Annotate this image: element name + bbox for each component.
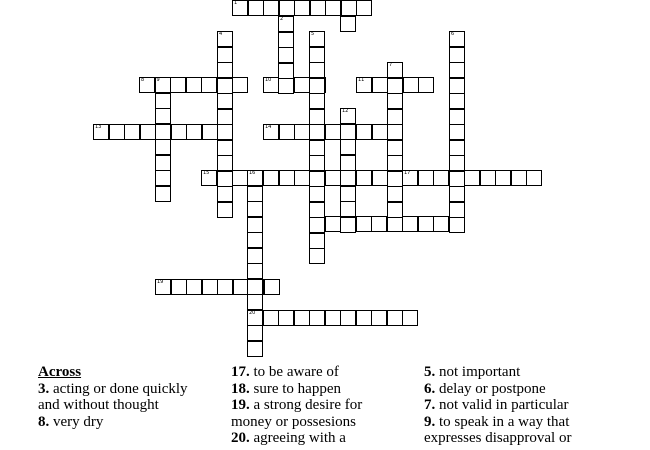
grid-cell-numbered[interactable] [93, 124, 109, 140]
grid-number: 14 [265, 124, 272, 130]
clue-item[interactable] [231, 397, 399, 430]
grid-cell[interactable] [109, 124, 125, 140]
grid-cell[interactable] [449, 47, 465, 63]
grid-cell[interactable] [294, 0, 310, 16]
grid-cell[interactable] [294, 170, 310, 186]
grid-cell[interactable] [387, 216, 403, 232]
grid-cell[interactable] [340, 16, 356, 32]
grid-cell-numbered[interactable] [449, 31, 465, 47]
grid-cell[interactable] [232, 170, 248, 186]
grid-number: 5 [311, 31, 315, 37]
clue-item[interactable] [424, 364, 624, 381]
grid-cell[interactable] [309, 171, 325, 187]
clue-number: 6. [424, 380, 436, 397]
grid-cell[interactable] [495, 170, 511, 186]
grid-cell[interactable] [371, 310, 387, 326]
grid-cell-numbered[interactable] [263, 124, 279, 140]
grid-cell[interactable] [325, 0, 341, 16]
grid-cell-numbered[interactable] [309, 31, 325, 47]
grid-cell[interactable] [155, 170, 171, 186]
grid-cell[interactable] [309, 217, 325, 233]
grid-cell[interactable] [309, 140, 325, 156]
grid-cell[interactable] [387, 93, 403, 109]
grid-number: 16 [249, 170, 256, 176]
grid-cell[interactable] [155, 108, 171, 124]
grid-cell[interactable] [387, 310, 403, 326]
grid-cell-numbered[interactable] [402, 170, 418, 186]
grid-cell[interactable] [217, 47, 233, 63]
grid-cell[interactable] [294, 124, 310, 140]
grid-cell[interactable] [449, 140, 465, 156]
grid-cell-numbered[interactable] [263, 77, 279, 93]
grid-cell[interactable] [309, 78, 325, 94]
grid-cell[interactable] [387, 155, 403, 171]
clue-column-2 [231, 364, 399, 447]
grid-cell[interactable] [449, 93, 465, 109]
clue-text: a strong desire for money or possesions [231, 397, 363, 430]
grid-cell[interactable] [340, 217, 356, 233]
grid-cell[interactable] [247, 217, 263, 233]
clue-text: to be aware of [253, 364, 339, 380]
grid-cell[interactable] [248, 0, 264, 16]
grid-number: 6 [451, 31, 455, 37]
grid-cell[interactable] [340, 139, 356, 155]
grid-number: 11 [358, 77, 365, 83]
grid-cell[interactable] [449, 202, 465, 218]
grid-cell[interactable] [418, 170, 434, 186]
clue-number: 7. [424, 397, 436, 413]
grid-cell[interactable] [309, 310, 325, 326]
grid-cell[interactable] [247, 263, 263, 279]
grid-cell[interactable] [202, 279, 218, 295]
grid-cell[interactable] [264, 279, 280, 295]
clue-item[interactable] [231, 364, 399, 381]
grid-cell[interactable] [217, 62, 233, 78]
grid-cell[interactable] [309, 248, 325, 264]
grid-cell[interactable] [217, 140, 233, 156]
grid-cell[interactable] [294, 77, 310, 93]
grid-cell[interactable] [340, 310, 356, 326]
grid-cell[interactable] [387, 78, 403, 94]
grid-number: 1 [234, 0, 238, 6]
grid-cell[interactable] [356, 310, 372, 326]
grid-cell-numbered[interactable] [340, 108, 356, 124]
grid-number: 9 [156, 77, 160, 83]
grid-cell-numbered[interactable] [217, 31, 233, 47]
grid-cell[interactable] [325, 216, 341, 232]
grid-cell[interactable] [387, 171, 403, 187]
grid-cell[interactable] [356, 170, 372, 186]
grid-number: 19 [157, 279, 164, 285]
clue-item[interactable] [38, 381, 188, 414]
grid-cell-numbered[interactable] [232, 0, 248, 16]
grid-cell[interactable] [309, 93, 325, 109]
grid-cell[interactable] [372, 77, 388, 93]
grid-cell[interactable] [155, 124, 171, 140]
grid-cell-numbered[interactable] [155, 279, 171, 295]
grid-cell[interactable] [418, 77, 434, 93]
grid-cell-numbered[interactable] [356, 77, 372, 93]
clue-text: very dry [53, 413, 104, 430]
grid-cell[interactable] [217, 202, 233, 218]
grid-cell[interactable] [387, 202, 403, 218]
grid-cell[interactable] [155, 93, 171, 109]
grid-cell[interactable] [403, 77, 419, 93]
grid-cell[interactable] [202, 124, 218, 140]
grid-cell[interactable] [140, 124, 156, 140]
grid-cell[interactable] [217, 279, 233, 295]
grid-cell[interactable] [170, 77, 186, 93]
grid-cell[interactable] [217, 186, 233, 202]
grid-cell[interactable] [309, 155, 325, 171]
clue-text: sure to happen [253, 380, 341, 397]
grid-cell[interactable] [171, 124, 187, 140]
grid-cell[interactable] [340, 186, 356, 202]
grid-cell[interactable] [278, 310, 294, 326]
grid-cell[interactable] [217, 124, 233, 140]
grid-cell[interactable] [247, 201, 263, 217]
clue-number: 17. [231, 364, 250, 380]
clue-number: 5. [424, 364, 436, 380]
grid-cell[interactable] [449, 171, 465, 187]
grid-number: 2 [280, 16, 284, 22]
grid-cell[interactable] [217, 109, 233, 125]
grid-cell[interactable] [387, 124, 403, 140]
clue-column-1 [38, 364, 188, 430]
grid-number: 13 [95, 124, 102, 130]
clue-item[interactable] [38, 414, 188, 431]
clue-text: not valid in particular [439, 397, 569, 413]
clue-item[interactable] [424, 414, 624, 447]
grid-cell[interactable] [278, 78, 294, 94]
grid-number: 17 [404, 170, 411, 176]
grid-cell[interactable] [340, 170, 356, 186]
grid-cell[interactable] [511, 170, 527, 186]
grid-cell[interactable] [449, 62, 465, 78]
grid-number: 20 [249, 310, 256, 316]
grid-cell[interactable] [309, 62, 325, 78]
grid-cell[interactable] [387, 140, 403, 156]
grid-cell[interactable] [309, 186, 325, 202]
grid-cell-numbered[interactable] [247, 170, 263, 186]
grid-cell[interactable] [325, 124, 341, 140]
grid-number: 8 [141, 77, 145, 83]
grid-cell[interactable] [278, 32, 294, 48]
across-heading: Across [38, 364, 82, 380]
grid-cell[interactable] [278, 63, 294, 79]
clue-text: not important [439, 364, 521, 380]
grid-cell[interactable] [309, 109, 325, 125]
grid-cell-numbered[interactable] [201, 170, 217, 186]
grid-cell[interactable] [279, 124, 295, 140]
clue-number: 20. [231, 430, 250, 446]
grid-cell[interactable] [325, 310, 341, 326]
grid-cell[interactable] [155, 155, 171, 171]
grid-number: 15 [203, 170, 210, 176]
grid-cell[interactable] [247, 294, 263, 310]
grid-cell-numbered[interactable] [155, 77, 171, 93]
clue-item[interactable] [424, 397, 624, 414]
grid-cell[interactable] [402, 216, 418, 232]
grid-cell[interactable] [449, 186, 465, 202]
grid-cell[interactable] [356, 0, 372, 16]
grid-cell[interactable] [247, 232, 263, 248]
clue-number: 18. [231, 380, 250, 397]
grid-cell[interactable] [247, 341, 263, 357]
grid-cell[interactable] [278, 47, 294, 63]
grid-cell-numbered[interactable] [278, 16, 294, 32]
grid-cell[interactable] [279, 170, 295, 186]
grid-cell[interactable] [171, 279, 187, 295]
grid-cell[interactable] [279, 0, 295, 16]
grid-number: 12 [342, 108, 349, 114]
grid-cell[interactable] [124, 124, 140, 140]
grid-cell[interactable] [402, 310, 418, 326]
grid-cell[interactable] [247, 248, 263, 264]
grid-number: 10 [265, 77, 272, 83]
grid-cell[interactable] [217, 93, 233, 109]
grid-cell[interactable] [433, 216, 449, 232]
clue-number: 3. [38, 380, 50, 397]
grid-cell[interactable] [309, 233, 325, 249]
clue-text: delay or postpone [439, 380, 546, 397]
grid-cell[interactable] [247, 325, 263, 341]
grid-cell[interactable] [186, 77, 202, 93]
grid-cell[interactable] [232, 77, 248, 93]
grid-cell[interactable] [309, 202, 325, 218]
grid-cell[interactable] [340, 155, 356, 171]
grid-cell[interactable] [449, 78, 465, 94]
grid-cell[interactable] [387, 109, 403, 125]
clue-number: 9. [424, 413, 436, 430]
grid-cell[interactable] [217, 155, 233, 171]
grid-cell[interactable] [449, 155, 465, 171]
grid-cell[interactable] [247, 279, 263, 295]
grid-cell[interactable] [309, 47, 325, 63]
grid-cell[interactable] [325, 170, 341, 186]
grid-cell[interactable] [371, 216, 387, 232]
grid-cell[interactable] [418, 216, 434, 232]
grid-cell[interactable] [341, 0, 357, 16]
grid-cell[interactable] [310, 0, 326, 16]
clue-item[interactable] [231, 381, 399, 398]
grid-cell[interactable] [155, 186, 171, 202]
clue-text: acting or done quickly and without thought [38, 380, 188, 413]
grid-cell[interactable] [155, 139, 171, 155]
grid-number: 7 [389, 62, 393, 68]
grid-number: 4 [219, 31, 223, 37]
grid-cell-numbered[interactable] [387, 62, 403, 78]
grid-cell[interactable] [372, 170, 388, 186]
grid-cell[interactable] [433, 170, 449, 186]
clue-text: agreeing with a [253, 430, 346, 446]
grid-cell[interactable] [294, 310, 310, 326]
grid-cell[interactable] [387, 186, 403, 202]
clue-item[interactable] [424, 381, 624, 398]
grid-cell[interactable] [449, 124, 465, 140]
grid-cell[interactable] [526, 170, 542, 186]
grid-cell-numbered[interactable] [247, 310, 263, 326]
grid-cell[interactable] [186, 124, 202, 140]
grid-cell[interactable] [217, 78, 233, 94]
grid-cell[interactable] [263, 0, 279, 16]
grid-cell[interactable] [356, 124, 372, 140]
grid-cell[interactable] [449, 217, 465, 233]
clue-column-3 [424, 364, 624, 447]
grid-cell[interactable] [201, 77, 217, 93]
clue-text: to speak in a way that expresses disapproval or [424, 413, 572, 446]
grid-cell[interactable] [309, 124, 325, 140]
grid-cell[interactable] [340, 201, 356, 217]
clue-number: 8. [38, 413, 50, 430]
grid-cell[interactable] [340, 124, 356, 140]
grid-cell[interactable] [449, 109, 465, 125]
grid-cell[interactable] [263, 310, 279, 326]
clue-item[interactable] [231, 430, 399, 447]
grid-cell[interactable] [480, 170, 496, 186]
grid-cell[interactable] [186, 279, 202, 295]
grid-cell[interactable] [217, 171, 233, 187]
grid-cell[interactable] [263, 170, 279, 186]
grid-cell-numbered[interactable] [139, 77, 155, 93]
grid-cell[interactable] [247, 186, 263, 202]
clue-number: 19. [231, 397, 250, 413]
grid-cell[interactable] [356, 216, 372, 232]
grid-cell[interactable] [372, 124, 388, 140]
grid-cell[interactable] [464, 170, 480, 186]
